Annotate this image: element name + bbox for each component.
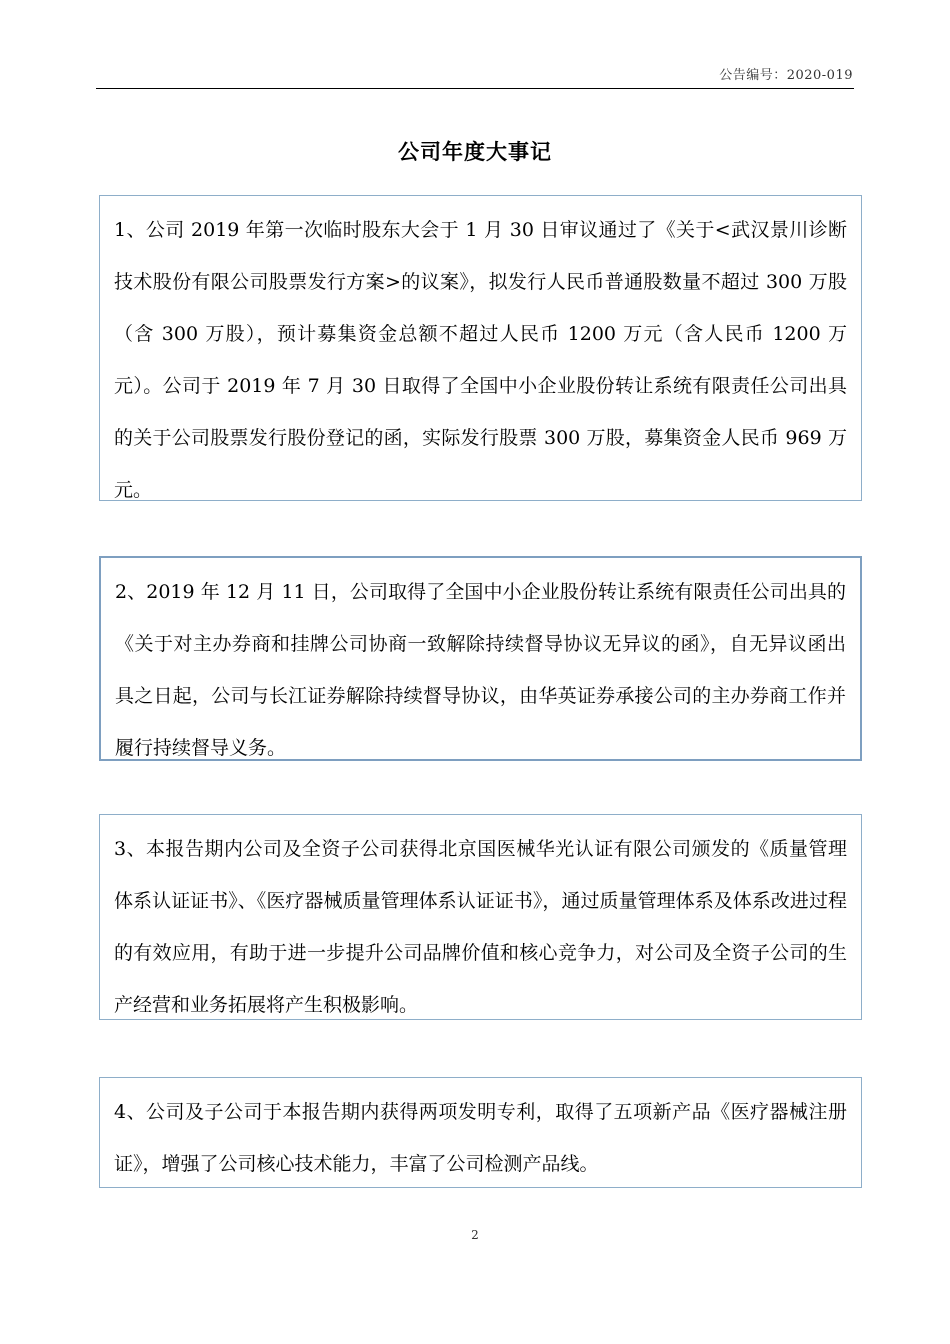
event-text-4: 4、公司及子公司于本报告期内获得两项发明专利，取得了五项新产品《医疗器械注册证》，增强了公司核心技术能力，丰富了公司检测产品线。 xyxy=(114,1101,847,1175)
event-text-2: 2、2019 年 12 月 11 日，公司取得了全国中小企业股份转让系统有限责任公司出具的《关于对主办券商和挂牌公司协商一致解除持续督导协议无异议的函》，自无异议函出具之日起，公司与长江证券解除持续督导协议，由华英证券承接公司的主办券商工作并履行持续督导义务。 xyxy=(115,581,846,759)
page-number: 2 xyxy=(471,1228,479,1242)
header-divider xyxy=(96,88,854,89)
announcement-code: 公告编号：2020-019 xyxy=(719,68,853,83)
event-box-2 xyxy=(99,556,862,761)
event-text-3: 3、本报告期内公司及全资子公司获得北京国医械华光认证有限公司颁发的《质量管理体系认证证书》、《医疗器械质量管理体系认证证书》，通过质量管理体系及体系改进过程的有效应用，有助于进一步提升公司品牌价值和核心竞争力，对公司及全资子公司的生产经营和业务拓展将产生积极影响。 xyxy=(114,838,847,1016)
event-box-4 xyxy=(99,1077,862,1188)
event-box-3 xyxy=(99,814,862,1020)
event-text-1: 1、公司 2019 年第一次临时股东大会于 1 月 30 日审议通过了《关于<武汉景川诊断技术股份有限公司股票发行方案>的议案》，拟发行人民币普通股数量不超过 300 万股（含 300 万股），预计募集资金总额不超过人民币 1200 万元（含人民币 1200 万元）。公司于 2019 年 7 月 30 日取得了全国中小企业股份转让系统有限责任公司出具的关于公司股票发行股份登记的函，实际发行股票 300 万股，募集资金人民币 969 万元。 xyxy=(114,219,847,501)
event-box-1 xyxy=(99,195,862,501)
page-title: 公司年度大事记 xyxy=(398,140,552,164)
